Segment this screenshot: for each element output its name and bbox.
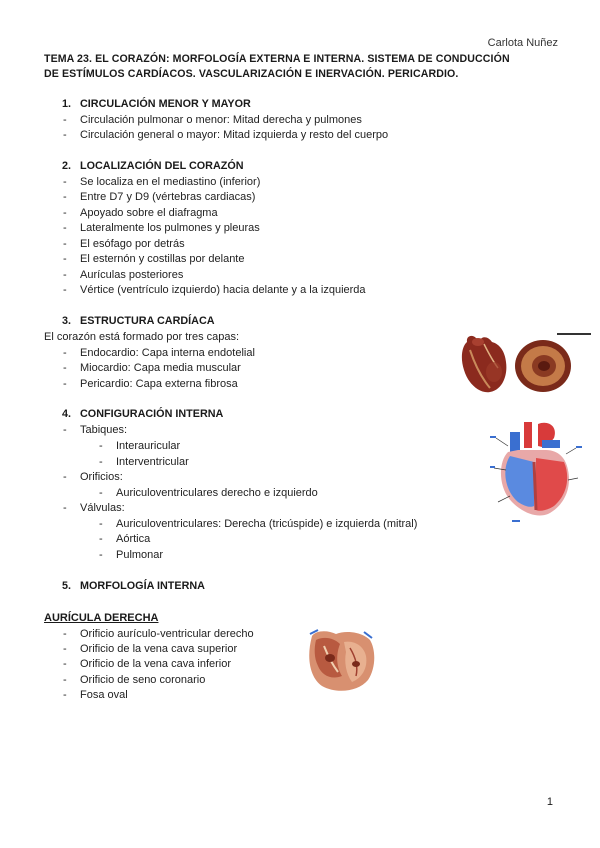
scale-bar xyxy=(557,333,591,337)
list-item: - Circulación pulmonar o menor: Mitad derecha y pulmones xyxy=(63,114,362,126)
section-1-heading xyxy=(62,98,251,110)
list-item: - El esófago por detrás xyxy=(63,238,185,250)
title-line-2: DE ESTÍMULOS CARDÍACOS. VASCULARIZACIÓN E INERVACIÓN. PERICARDIO. xyxy=(44,68,459,80)
list-item: - Tabiques: xyxy=(63,424,128,436)
section-title: LOCALIZACIÓN DEL CORAZÓN xyxy=(80,160,244,172)
section-title: CIRCULACIÓN MENOR Y MAYOR xyxy=(80,98,251,110)
list-item: - Orificio de seno coronario xyxy=(63,674,206,686)
section-intro: El corazón está formado por tres capas: xyxy=(44,331,240,343)
list-item: - Orificio de la vena cava superior xyxy=(63,643,238,655)
list-item: - Orificios: xyxy=(63,471,123,483)
list-item: - Pericardio: Capa externa fibrosa xyxy=(63,378,238,390)
document-title xyxy=(44,52,564,82)
external-heart-image xyxy=(458,332,510,396)
heart-interior-diagram xyxy=(488,418,584,528)
list-item: - Orificio de la vena cava inferior xyxy=(63,658,232,670)
list-item: - Auriculoventriculares: Derecha (tricúspide) e izquierda (mitral) xyxy=(99,518,418,530)
list-item: - Endocardio: Capa interna endotelial xyxy=(63,347,255,359)
heart-cross-section-image xyxy=(512,336,574,394)
section-3-heading xyxy=(62,315,215,327)
section-number: 3. xyxy=(62,315,72,327)
section-number: 2. xyxy=(62,160,72,172)
section-title: ESTRUCTURA CARDÍACA xyxy=(80,315,215,327)
list-item: - Se localiza en el mediastino (inferior) xyxy=(63,176,261,188)
list-item: - Interventricular xyxy=(99,456,189,468)
section-title: MORFOLOGÍA INTERNA xyxy=(80,580,205,592)
list-item: - Lateralmente los pulmones y pleuras xyxy=(63,222,260,234)
section-5-heading xyxy=(62,580,205,592)
section-number: 4. xyxy=(62,408,72,420)
list-item: - El esternón y costillas por delante xyxy=(63,253,245,265)
list-item: - Interauricular xyxy=(99,440,181,452)
list-item: - Apoyado sobre el diafragma xyxy=(63,207,218,219)
list-item: - Circulación general o mayor: Mitad izquierda y resto del cuerpo xyxy=(63,129,389,141)
section-number: 1. xyxy=(62,98,72,110)
section-4-heading xyxy=(62,408,224,420)
section-number: 5. xyxy=(62,580,72,592)
title-line-1: TEMA 23. EL CORAZÓN: MORFOLOGÍA EXTERNA E INTERNA. SISTEMA DE CONDUCCIÓN xyxy=(44,53,510,65)
section-title: CONFIGURACIÓN INTERNA xyxy=(80,408,224,420)
list-item: - Orificio aurículo-ventricular derecho xyxy=(63,628,254,640)
right-atrium-image xyxy=(306,628,378,694)
list-item: - Aórtica xyxy=(99,533,151,545)
author-name: Carlota Nuñez xyxy=(487,37,558,49)
list-item: - Vértice (ventrículo izquierdo) hacia delante y a la izquierda xyxy=(63,284,366,296)
list-item: - Aurículas posteriores xyxy=(63,269,184,281)
list-item: - Entre D7 y D9 (vértebras cardiacas) xyxy=(63,191,256,203)
list-item: - Pulmonar xyxy=(99,549,164,561)
list-item: - Auriculoventriculares derecho e izquierdo xyxy=(99,487,318,499)
section-2-heading xyxy=(62,160,244,172)
list-item: - Fosa oval xyxy=(63,689,128,701)
list-item: - Miocardio: Capa media muscular xyxy=(63,362,241,374)
page-number: 1 xyxy=(546,796,553,808)
auricula-derecha-heading: AURÍCULA DERECHA xyxy=(44,612,159,624)
list-item: - Válvulas: xyxy=(63,502,125,514)
